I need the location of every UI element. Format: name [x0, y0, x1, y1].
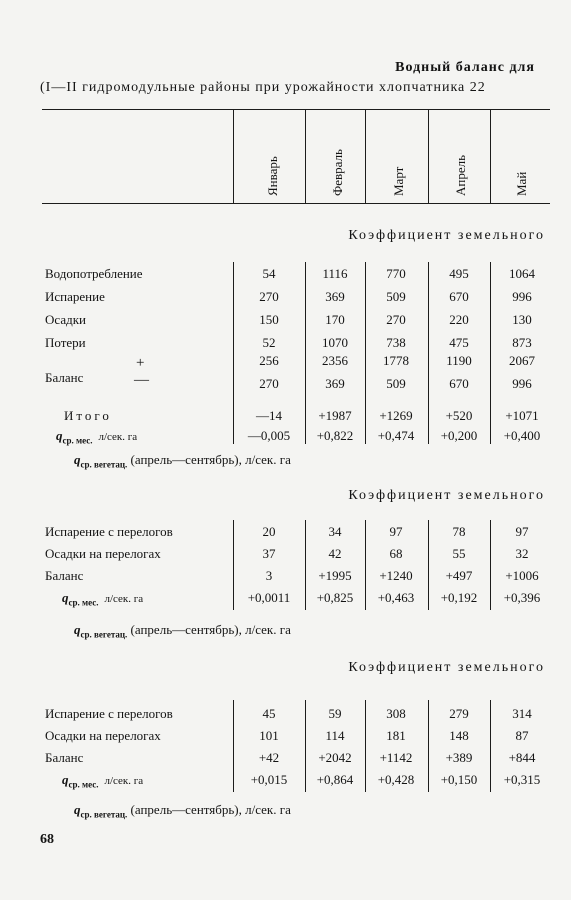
- table-cell: —14: [256, 408, 282, 423]
- table-cell: 770: [386, 266, 406, 281]
- header-column-rule: [365, 109, 366, 203]
- column-rule: [428, 520, 429, 610]
- table-cell: +0,315: [503, 772, 541, 787]
- row-label: Испарение: [45, 289, 105, 304]
- table-cell: 738: [386, 335, 406, 350]
- table-cell: 3: [265, 568, 273, 583]
- table-cell: 54: [262, 266, 276, 281]
- table-top-rule: [42, 109, 550, 110]
- table-cell: 52: [262, 335, 276, 350]
- table-cell: 34: [328, 524, 342, 539]
- table-cell: +1269: [379, 408, 413, 423]
- row-label-q-month: $q_{ср. мес.}$ л/сек. га: [62, 590, 144, 608]
- row-label: Баланс: [45, 370, 84, 385]
- plus-sign: +: [136, 355, 145, 371]
- section-title: Коэффициент земельного: [348, 660, 545, 675]
- table-cell: 37: [262, 546, 276, 561]
- table-cell: 42: [328, 546, 342, 561]
- table-cell: +1240: [379, 568, 413, 583]
- table-cell: +520: [445, 408, 473, 423]
- table-cell: 369: [325, 376, 345, 391]
- column-rule: [233, 520, 234, 610]
- column-rule: [428, 262, 429, 444]
- header-column-rule: [428, 109, 429, 203]
- table-cell: 20: [262, 524, 276, 539]
- table-cell: 314: [512, 706, 532, 721]
- table-cell: 279: [449, 706, 469, 721]
- table-cell: +0,192: [440, 590, 478, 605]
- table-cell: 1064: [509, 266, 535, 281]
- vegetation-note: $q_{ср. вегетац.}$ (апрель—сентябрь), л/сек. га: [74, 452, 291, 470]
- row-label: Осадки: [45, 312, 86, 327]
- table-cell: 32: [515, 546, 529, 561]
- row-label: Баланс: [45, 750, 84, 765]
- column-rule: [365, 520, 366, 610]
- table-cell: +0,825: [316, 590, 354, 605]
- table-cell: 101: [259, 728, 279, 743]
- row-label: Водопотребление: [45, 266, 143, 281]
- table-cell: +0,400: [503, 428, 541, 443]
- table-cell: 670: [449, 376, 469, 391]
- row-label: Осадки на перелогах: [45, 546, 161, 561]
- row-label: Испарение с перелогов: [45, 524, 173, 539]
- table-cell: +0,015: [250, 772, 288, 787]
- table-cell: +497: [445, 568, 473, 583]
- table-cell: 170: [325, 312, 345, 327]
- table-header-rule: [42, 203, 550, 204]
- table-cell: 996: [512, 289, 532, 304]
- column-rule: [490, 700, 491, 792]
- column-rule: [365, 262, 366, 444]
- table-cell: 1778: [383, 353, 409, 368]
- column-rule: [490, 262, 491, 444]
- table-cell: +0,474: [377, 428, 415, 443]
- table-cell: 78: [452, 524, 466, 539]
- table-cell: +0,200: [440, 428, 478, 443]
- row-label: Потери: [45, 335, 86, 350]
- table-cell: +0,0011: [247, 590, 291, 605]
- vegetation-note: $q_{ср. вегетац.}$ (апрель—сентябрь), л/сек. га: [74, 622, 291, 640]
- row-label: Испарение с перелогов: [45, 706, 173, 721]
- table-cell: +2042: [318, 750, 352, 765]
- month-header-may: Май: [514, 171, 529, 196]
- table-cell: 2067: [509, 353, 535, 368]
- table-cell: +0,822: [316, 428, 354, 443]
- page-number: 68: [40, 832, 54, 847]
- table-cell: 873: [512, 335, 532, 350]
- row-label-total: Итого: [64, 408, 112, 423]
- table-cell: 509: [386, 289, 406, 304]
- row-label: Осадки на перелогах: [45, 728, 161, 743]
- table-cell: 270: [259, 289, 279, 304]
- month-header-january: Январь: [265, 156, 280, 196]
- table-cell: 150: [259, 312, 279, 327]
- table-cell: +844: [508, 750, 536, 765]
- table-cell: +1071: [505, 408, 539, 423]
- table-cell: +389: [445, 750, 473, 765]
- table-cell: +0,150: [440, 772, 478, 787]
- minus-sign: —: [134, 372, 149, 388]
- table-cell: 68: [389, 546, 403, 561]
- table-cell: 97: [515, 524, 529, 539]
- header-column-rule: [490, 109, 491, 203]
- column-rule: [233, 262, 234, 444]
- table-cell: 256: [259, 353, 279, 368]
- month-header-march: Март: [391, 166, 406, 196]
- table-cell: +0,428: [377, 772, 415, 787]
- table-cell: 87: [515, 728, 529, 743]
- table-cell: 45: [262, 706, 276, 721]
- table-cell: 996: [512, 376, 532, 391]
- table-cell: 308: [386, 706, 406, 721]
- table-cell: 148: [449, 728, 469, 743]
- table-cell: 97: [389, 524, 403, 539]
- table-cell: 59: [328, 706, 342, 721]
- vegetation-note: $q_{ср. вегетац.}$ (апрель—сентябрь), л/сек. га: [74, 802, 291, 820]
- column-rule: [490, 520, 491, 610]
- table-cell: 509: [386, 376, 406, 391]
- table-cell: +1142: [379, 750, 413, 765]
- column-rule: [365, 700, 366, 792]
- column-rule: [233, 700, 234, 792]
- table-cell: 475: [449, 335, 469, 350]
- row-label-q-month: $q_{ср. мес.}$ л/сек. га: [56, 428, 138, 446]
- table-cell: +1995: [318, 568, 352, 583]
- table-cell: 270: [386, 312, 406, 327]
- row-label-q-month: $q_{ср. мес.}$ л/сек. га: [62, 772, 144, 790]
- table-cell: 130: [512, 312, 532, 327]
- table-cell: 369: [325, 289, 345, 304]
- header-column-rule: [305, 109, 306, 203]
- column-rule: [428, 700, 429, 792]
- table-cell: 220: [449, 312, 469, 327]
- page-subtitle: (I—II гидромодульные районы при урожайности хлопчатника 22: [40, 80, 486, 95]
- table-cell: 2356: [322, 353, 348, 368]
- table-cell: +1987: [318, 408, 352, 423]
- header-column-rule: [233, 109, 234, 203]
- table-cell: 55: [452, 546, 466, 561]
- month-header-february: Февраль: [330, 149, 345, 196]
- table-cell: +0,396: [503, 590, 541, 605]
- section-title: Коэффициент земельного: [348, 488, 545, 503]
- table-cell: —0,005: [247, 428, 291, 443]
- row-label: Баланс: [45, 568, 84, 583]
- table-cell: 495: [449, 266, 469, 281]
- page-title: Водный баланс для: [395, 60, 535, 75]
- table-cell: +1006: [505, 568, 539, 583]
- table-cell: 114: [325, 728, 345, 743]
- table-cell: 670: [449, 289, 469, 304]
- table-cell: 1190: [446, 353, 472, 368]
- table-cell: 181: [386, 728, 406, 743]
- table-cell: +42: [258, 750, 280, 765]
- table-cell: +0,463: [377, 590, 415, 605]
- table-cell: 1070: [322, 335, 348, 350]
- table-cell: 1116: [322, 266, 348, 281]
- section-title: Коэффициент земельного: [348, 228, 545, 243]
- table-cell: 270: [259, 376, 279, 391]
- month-header-april: Апрель: [453, 154, 468, 196]
- table-cell: +0,864: [316, 772, 354, 787]
